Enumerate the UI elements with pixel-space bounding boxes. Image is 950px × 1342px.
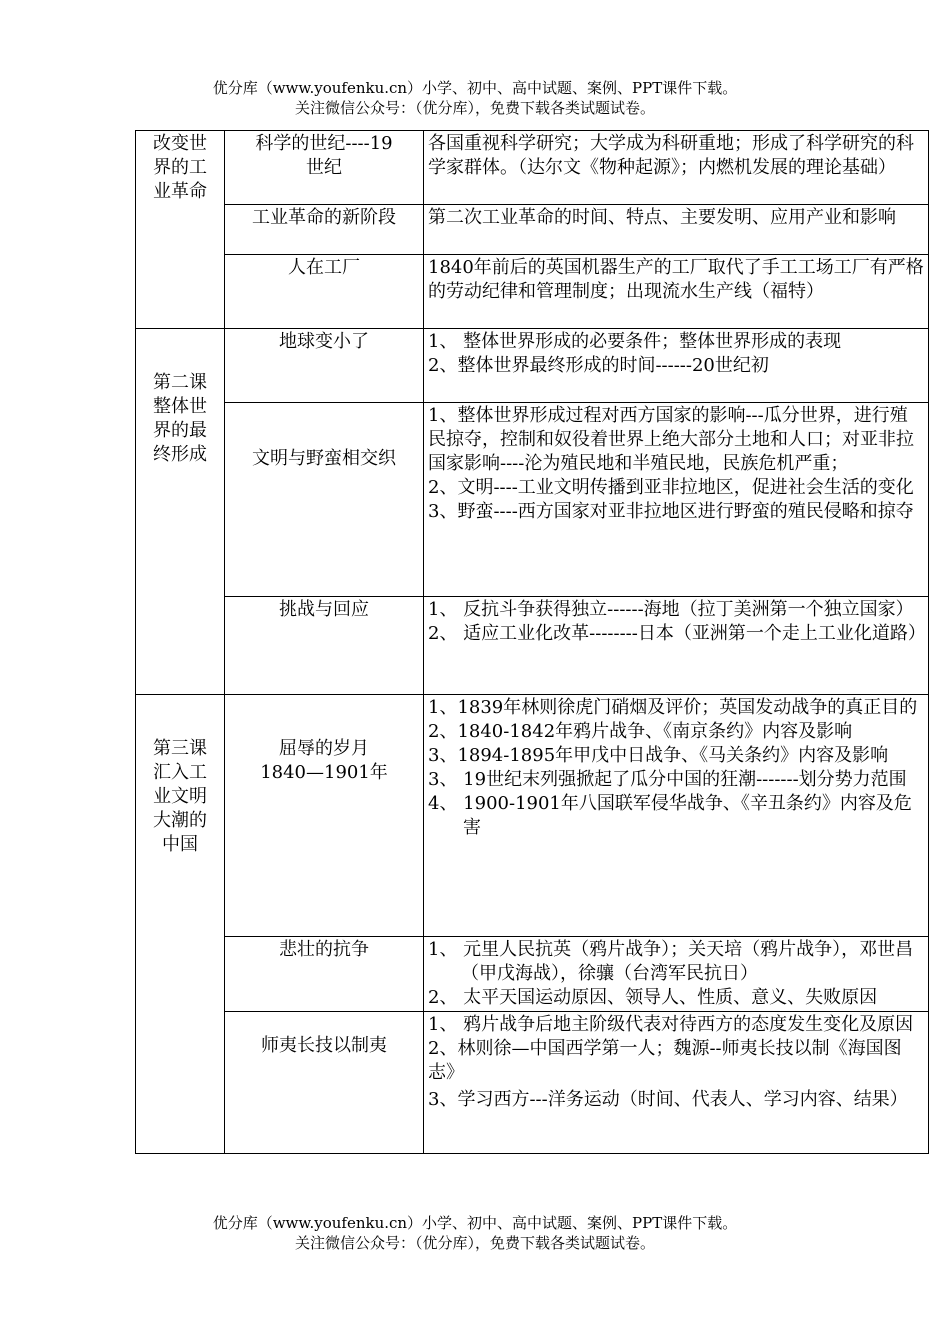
topic-title: 工业革命的新阶段 bbox=[225, 205, 424, 255]
page-header bbox=[0, 78, 950, 118]
table-row bbox=[136, 695, 929, 937]
topic-title: 科学的世纪----19 世纪 bbox=[225, 131, 424, 205]
topic-title: 屈辱的岁月 1840—1901年 bbox=[225, 695, 424, 937]
topic-title: 文明与野蛮相交织 bbox=[225, 403, 424, 597]
table-row bbox=[136, 131, 929, 205]
topic-title: 师夷长技以制夷 bbox=[225, 1012, 424, 1154]
header-line-1: 优分库（www.youfenku.cn）小学、初中、高中试题、案例、PPT课件下载。 bbox=[212, 79, 738, 97]
lesson-2-title: 第二课 整体世 界的最 终形成 bbox=[136, 329, 225, 695]
topic-content: 1840年前后的英国机器生产的工厂取代了手工工场工厂有严格的劳动纪律和管理制度；出现流水生产线（福特） bbox=[424, 255, 929, 329]
summary-table bbox=[135, 130, 929, 1154]
topic-title: 挑战与回应 bbox=[225, 597, 424, 695]
table-row bbox=[136, 937, 929, 1012]
lesson-3-title: 第三课 汇入工 业文明 大潮的 中国 bbox=[136, 695, 225, 1154]
topic-title: 地球变小了 bbox=[225, 329, 424, 403]
table-row bbox=[136, 403, 929, 597]
topic-content: 1、 反抗斗争获得独立------海地（拉丁美洲第一个独立国家） 2、 适应工业化改革--------日本（亚洲第一个走上工业化道路） bbox=[424, 597, 929, 695]
footer-line-2: 关注微信公众号：（优分库），免费下载各类试题试卷。 bbox=[294, 1234, 655, 1252]
topic-content: 1、1839年林则徐虎门硝烟及评价；英国发动战争的真正目的 2、1840-1842年鸦片战争、《南京条约》内容及影响 3、1894-1895年甲戊中日战争、《马关条约》内容及影响 3、 19世纪末列强掀起了瓜分中国的狂潮-------划分势力范围 4、 1900-1901年八国联军侵华战争、《辛丑条约》内容及危害 bbox=[424, 695, 929, 937]
topic-content: 第二次工业革命的时间、特点、主要发明、应用产业和影响 bbox=[424, 205, 929, 255]
topic-title: 悲壮的抗争 bbox=[225, 937, 424, 1012]
table-row bbox=[136, 329, 929, 403]
topic-content: 1、 元里人民抗英（鸦片战争）；关天培（鸦片战争），邓世昌（甲戊海战），徐骧（台湾军民抗日） 2、 太平天国运动原因、领导人、性质、意义、失败原因 bbox=[424, 937, 929, 1012]
topic-content: 1、整体世界形成过程对西方国家的影响---瓜分世界，进行殖民掠夺，控制和奴役着世界上绝大部分土地和人口；对亚非拉国家影响----沦为殖民地和半殖民地，民族危机严重； 2、文明----工业文明传播到亚非拉地区，促进社会生活的变化 3、野蛮----西方国家对亚非拉地区进行野蛮的殖民侵略和掠夺 bbox=[424, 403, 929, 597]
lesson-1-title: 改变世 界的工 业革命 bbox=[136, 131, 225, 329]
table-row bbox=[136, 255, 929, 329]
header-line-2: 关注微信公众号：（优分库），免费下载各类试题试卷。 bbox=[294, 99, 655, 117]
table-row bbox=[136, 1012, 929, 1154]
table-row bbox=[136, 597, 929, 695]
footer-line-1: 优分库（www.youfenku.cn）小学、初中、高中试题、案例、PPT课件下载。 bbox=[212, 1214, 738, 1232]
table-row bbox=[136, 205, 929, 255]
topic-title: 人在工厂 bbox=[225, 255, 424, 329]
page-footer bbox=[0, 1213, 950, 1253]
topic-content: 各国重视科学研究；大学成为科研重地；形成了科学研究的科学家群体。（达尔文《物种起源》；内燃机发展的理论基础） bbox=[424, 131, 929, 205]
topic-content: 1、 鸦片战争后地主阶级代表对待西方的态度发生变化及原因 2、林则徐—中国西学第一人；魏源--师夷长技以制《海国图志》 3、学习西方---洋务运动（时间、代表人、学习内容、结果） bbox=[424, 1012, 929, 1154]
topic-content: 1、 整体世界形成的必要条件；整体世界形成的表现 2、整体世界最终形成的时间------20世纪初 bbox=[424, 329, 929, 403]
